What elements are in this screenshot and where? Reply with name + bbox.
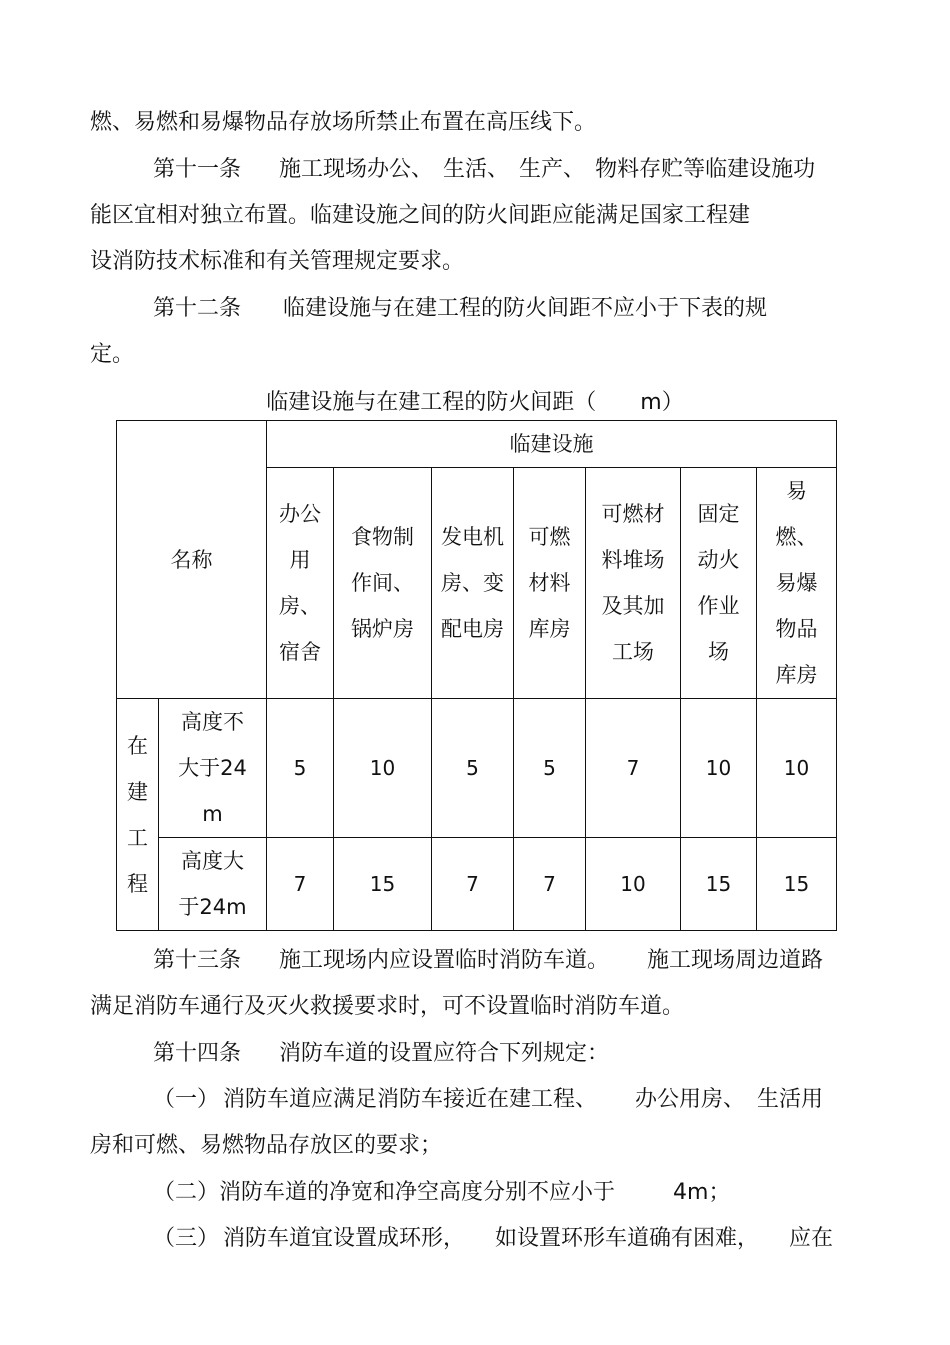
paragraph-line: 燃、易燃和易爆物品存放场所禁止布置在高压线下。 [90, 110, 597, 135]
item-marker: （一） [153, 1087, 220, 1112]
fire-distance-table [116, 420, 837, 931]
item-3-line [153, 1224, 833, 1254]
table-cell: 10 [586, 838, 681, 931]
column-header: 可燃材料库房 [514, 468, 586, 699]
column-header: 易燃、易爆物品库房 [757, 468, 837, 699]
article-label: 第十二条 [153, 296, 242, 321]
article-text: 施工现场内应设置临时消防车道。 [279, 948, 610, 973]
item-text: 消防车道应满足消防车接近在建工程、 [223, 1087, 598, 1112]
article-12-line-2: 定。 [90, 342, 135, 367]
article-label: 第十一条 [153, 157, 242, 182]
column-header: 发电机房、变配电房 [432, 468, 514, 699]
item-text: （二）消防车道的净宽和净空高度分别不应小于 [153, 1180, 616, 1205]
row-header: 高度不大于24m [159, 699, 267, 838]
article-text: 生产、 [519, 157, 586, 182]
item-2-line [153, 1178, 730, 1208]
table-caption [0, 388, 950, 418]
caption-text: 临建设施与在建工程的防火间距（ [266, 390, 597, 415]
item-text: 办公用房、 [635, 1087, 746, 1112]
item-text: 如设置环形车道确有困难， [495, 1226, 760, 1251]
article-11-line-1 [153, 155, 815, 185]
name-header: 名称 [117, 421, 267, 699]
caption-unit: m） [640, 390, 684, 415]
item-text: 消防车道宜设置成环形， [223, 1226, 466, 1251]
article-13-line-2: 满足消防车通行及灭火救援要求时，可不设置临时消防车道。 [90, 994, 685, 1019]
item-text: 生活用 [757, 1087, 824, 1112]
row-group-header: 在建工程 [117, 699, 159, 931]
column-header: 办公用房、宿舍 [267, 468, 334, 699]
table-cell: 5 [514, 699, 586, 838]
item-text: 应在 [789, 1226, 834, 1251]
item-text: 4m； [673, 1180, 731, 1205]
group-header: 临建设施 [267, 421, 837, 468]
table-cell: 7 [432, 838, 514, 931]
table-cell: 10 [334, 699, 432, 838]
article-13-line-1 [153, 946, 823, 976]
table-cell: 7 [586, 699, 681, 838]
column-header: 固定动火作业场 [681, 468, 757, 699]
article-text: 施工现场办公、 [279, 157, 434, 182]
article-text: 物料存贮等临建设施功 [595, 157, 816, 182]
article-label: 第十四条 [153, 1041, 242, 1066]
article-14-line-1 [153, 1039, 609, 1069]
column-header: 可燃材料堆场及其加工场 [586, 468, 681, 699]
article-11-line-2: 能区宜相对独立布置。临建设施之间的防火间距应能满足国家工程建 [90, 203, 751, 228]
article-text: 消防车道的设置应符合下列规定： [279, 1041, 610, 1066]
article-12-line-1 [153, 294, 767, 324]
table-cell: 7 [514, 838, 586, 931]
item-1-line-2: 房和可燃、易燃物品存放区的要求； [90, 1133, 443, 1158]
item-1-line-1 [153, 1085, 823, 1115]
table-cell: 7 [267, 838, 334, 931]
article-label: 第十三条 [153, 948, 242, 973]
table-cell: 10 [681, 699, 757, 838]
table-cell: 15 [334, 838, 432, 931]
table-cell: 15 [681, 838, 757, 931]
table-cell: 5 [267, 699, 334, 838]
item-marker: （三） [153, 1226, 220, 1251]
table-cell: 15 [757, 838, 837, 931]
article-text: 生活、 [443, 157, 510, 182]
column-header: 食物制作间、锅炉房 [334, 468, 432, 699]
article-text: 临建设施与在建工程的防火间距不应小于下表的规 [283, 296, 768, 321]
article-11-line-3: 设消防技术标准和有关管理规定要求。 [90, 249, 465, 274]
article-text: 施工现场周边道路 [647, 948, 824, 973]
row-header: 高度大于24m [159, 838, 267, 931]
table-cell: 5 [432, 699, 514, 838]
table-cell: 10 [757, 699, 837, 838]
